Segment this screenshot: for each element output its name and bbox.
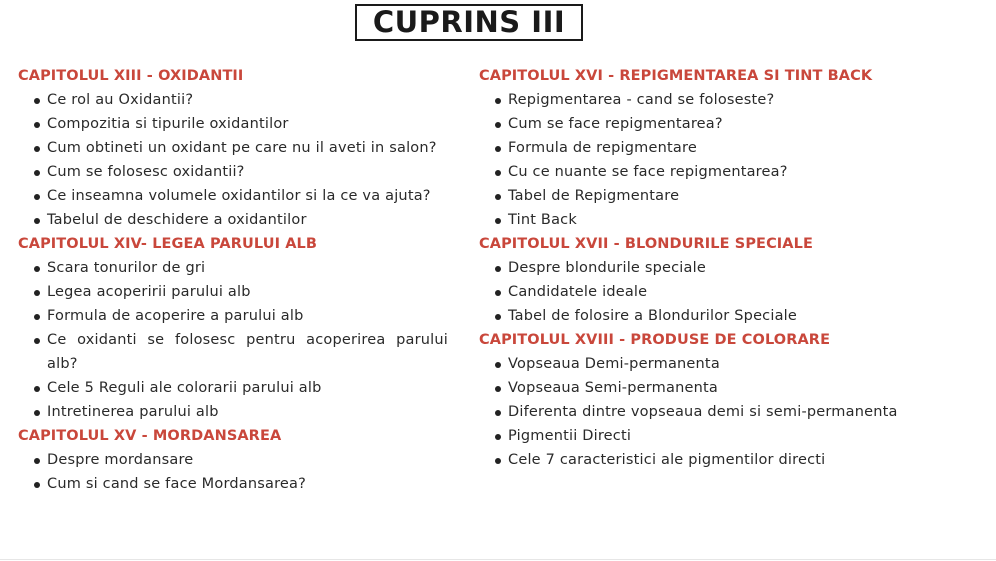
topic-list-item (479, 88, 949, 112)
bullet-icon (495, 170, 501, 176)
topic-list-item (18, 328, 448, 376)
topic-list-item (479, 400, 949, 424)
right-column (479, 64, 949, 472)
topic-text: Cele 5 Reguli ale colorarii parului alb (47, 380, 322, 396)
bullet-icon (34, 410, 40, 416)
bullet-icon (34, 290, 40, 296)
bullet-icon (495, 290, 501, 296)
bullet-icon (34, 386, 40, 392)
topic-list-item (18, 472, 448, 496)
chapter-section (479, 328, 949, 472)
topic-list-item (18, 376, 448, 400)
chapter-heading: CAPITOLUL XV - MORDANSAREA (18, 428, 282, 444)
bullet-icon (34, 338, 40, 344)
bullet-icon (495, 122, 501, 128)
topic-text: Formula de repigmentare (508, 140, 697, 156)
topic-text: Tabel de Repigmentare (508, 188, 680, 204)
topic-text: Ce inseamna volumele oxidantilor si la ce va ajuta? (47, 188, 431, 204)
chapter-topic-list (479, 256, 949, 328)
topic-list-item (18, 208, 448, 232)
topic-list-item (479, 136, 949, 160)
topic-text: Cu ce nuante se face repigmentarea? (508, 164, 788, 180)
topic-list-item (18, 448, 448, 472)
topic-text: Despre blondurile speciale (508, 260, 706, 276)
topic-list-item (479, 424, 949, 448)
topic-list-item (18, 112, 448, 136)
chapter-topic-list (18, 88, 448, 232)
chapter-section (479, 232, 949, 328)
bullet-icon (34, 194, 40, 200)
topic-text: Cele 7 caracteristici ale pigmentilor directi (508, 452, 826, 468)
chapter-topic-list (18, 448, 448, 496)
topic-list-item (479, 112, 949, 136)
chapter-heading: CAPITOLUL XVI - REPIGMENTAREA SI TINT BACK (479, 68, 873, 84)
topic-list-item (479, 184, 949, 208)
bullet-icon (34, 482, 40, 488)
bullet-icon (34, 146, 40, 152)
topic-text: Cum si cand se face Mordansarea? (47, 476, 307, 492)
topic-text: Intretinerea parului alb (47, 404, 219, 420)
topic-list-item (18, 136, 448, 160)
bottom-divider (0, 559, 996, 560)
topic-text: Diferenta dintre vopseaua demi si semi-permanenta (508, 404, 898, 420)
topic-text: Scara tonurilor de gri (47, 260, 206, 276)
bullet-icon (34, 314, 40, 320)
topic-list-item (18, 184, 448, 208)
topic-text: Pigmentii Directi (508, 428, 632, 444)
topic-list-item (18, 280, 448, 304)
bullet-icon (495, 194, 501, 200)
topic-list-item (479, 160, 949, 184)
topic-list-item (18, 256, 448, 280)
chapter-section (18, 64, 448, 232)
title-box (355, 4, 583, 41)
topic-list-item (479, 256, 949, 280)
bullet-icon (34, 122, 40, 128)
chapter-heading: CAPITOLUL XVII - BLONDURILE SPECIALE (479, 236, 813, 252)
topic-list-item (18, 304, 448, 328)
bullet-icon (495, 314, 501, 320)
topic-text: Ce rol au Oxidantii? (47, 92, 194, 108)
topic-list-item (479, 208, 949, 232)
topic-text: Tabel de folosire a Blondurilor Speciale (508, 308, 798, 324)
bullet-icon (34, 266, 40, 272)
topic-text: Ce oxidanti se folosesc pentru acoperirea parului alb? (47, 332, 448, 372)
bullet-icon (495, 434, 501, 440)
bullet-icon (495, 362, 501, 368)
topic-text: Tabelul de deschidere a oxidantilor (47, 212, 307, 228)
chapter-heading: CAPITOLUL XIV- LEGEA PARULUI ALB (18, 236, 318, 252)
topic-list-item (479, 304, 949, 328)
topic-text: Cum obtineti un oxidant pe care nu il aveti in salon? (47, 140, 437, 156)
bullet-icon (495, 458, 501, 464)
chapter-topic-list (479, 88, 949, 232)
bullet-icon (34, 98, 40, 104)
topic-list-item (18, 160, 448, 184)
chapter-topic-list (479, 352, 949, 472)
topic-list-item (479, 448, 949, 472)
topic-text: Legea acoperirii parului alb (47, 284, 251, 300)
topic-list-item (18, 88, 448, 112)
chapter-section (479, 64, 949, 232)
topic-list-item (479, 376, 949, 400)
bullet-icon (34, 458, 40, 464)
topic-text: Formula de acoperire a parului alb (47, 308, 304, 324)
chapter-section (18, 424, 448, 496)
topic-list-item (479, 352, 949, 376)
topic-list-item (479, 280, 949, 304)
chapter-heading: CAPITOLUL XVIII - PRODUSE DE COLORARE (479, 332, 831, 348)
bullet-icon (495, 266, 501, 272)
topic-text: Candidatele ideale (508, 284, 648, 300)
topic-text: Repigmentarea - cand se foloseste? (508, 92, 775, 108)
bullet-icon (495, 386, 501, 392)
bullet-icon (495, 218, 501, 224)
topic-text: Cum se face repigmentarea? (508, 116, 723, 132)
bullet-icon (34, 170, 40, 176)
bullet-icon (495, 410, 501, 416)
bullet-icon (34, 218, 40, 224)
topic-text: Vopseaua Demi-permanenta (508, 356, 720, 372)
topic-text: Vopseaua Semi-permanenta (508, 380, 718, 396)
left-column (18, 64, 448, 496)
chapter-heading: CAPITOLUL XIII - OXIDANTII (18, 68, 244, 84)
page-title: CUPRINS III (372, 5, 566, 39)
topic-text: Cum se folosesc oxidantii? (47, 164, 245, 180)
chapter-topic-list (18, 256, 448, 424)
bullet-icon (495, 98, 501, 104)
topic-text: Tint Back (508, 212, 577, 228)
chapter-section (18, 232, 448, 424)
topic-text: Despre mordansare (47, 452, 194, 468)
topic-text: Compozitia si tipurile oxidantilor (47, 116, 289, 132)
bullet-icon (495, 146, 501, 152)
topic-list-item (18, 400, 448, 424)
